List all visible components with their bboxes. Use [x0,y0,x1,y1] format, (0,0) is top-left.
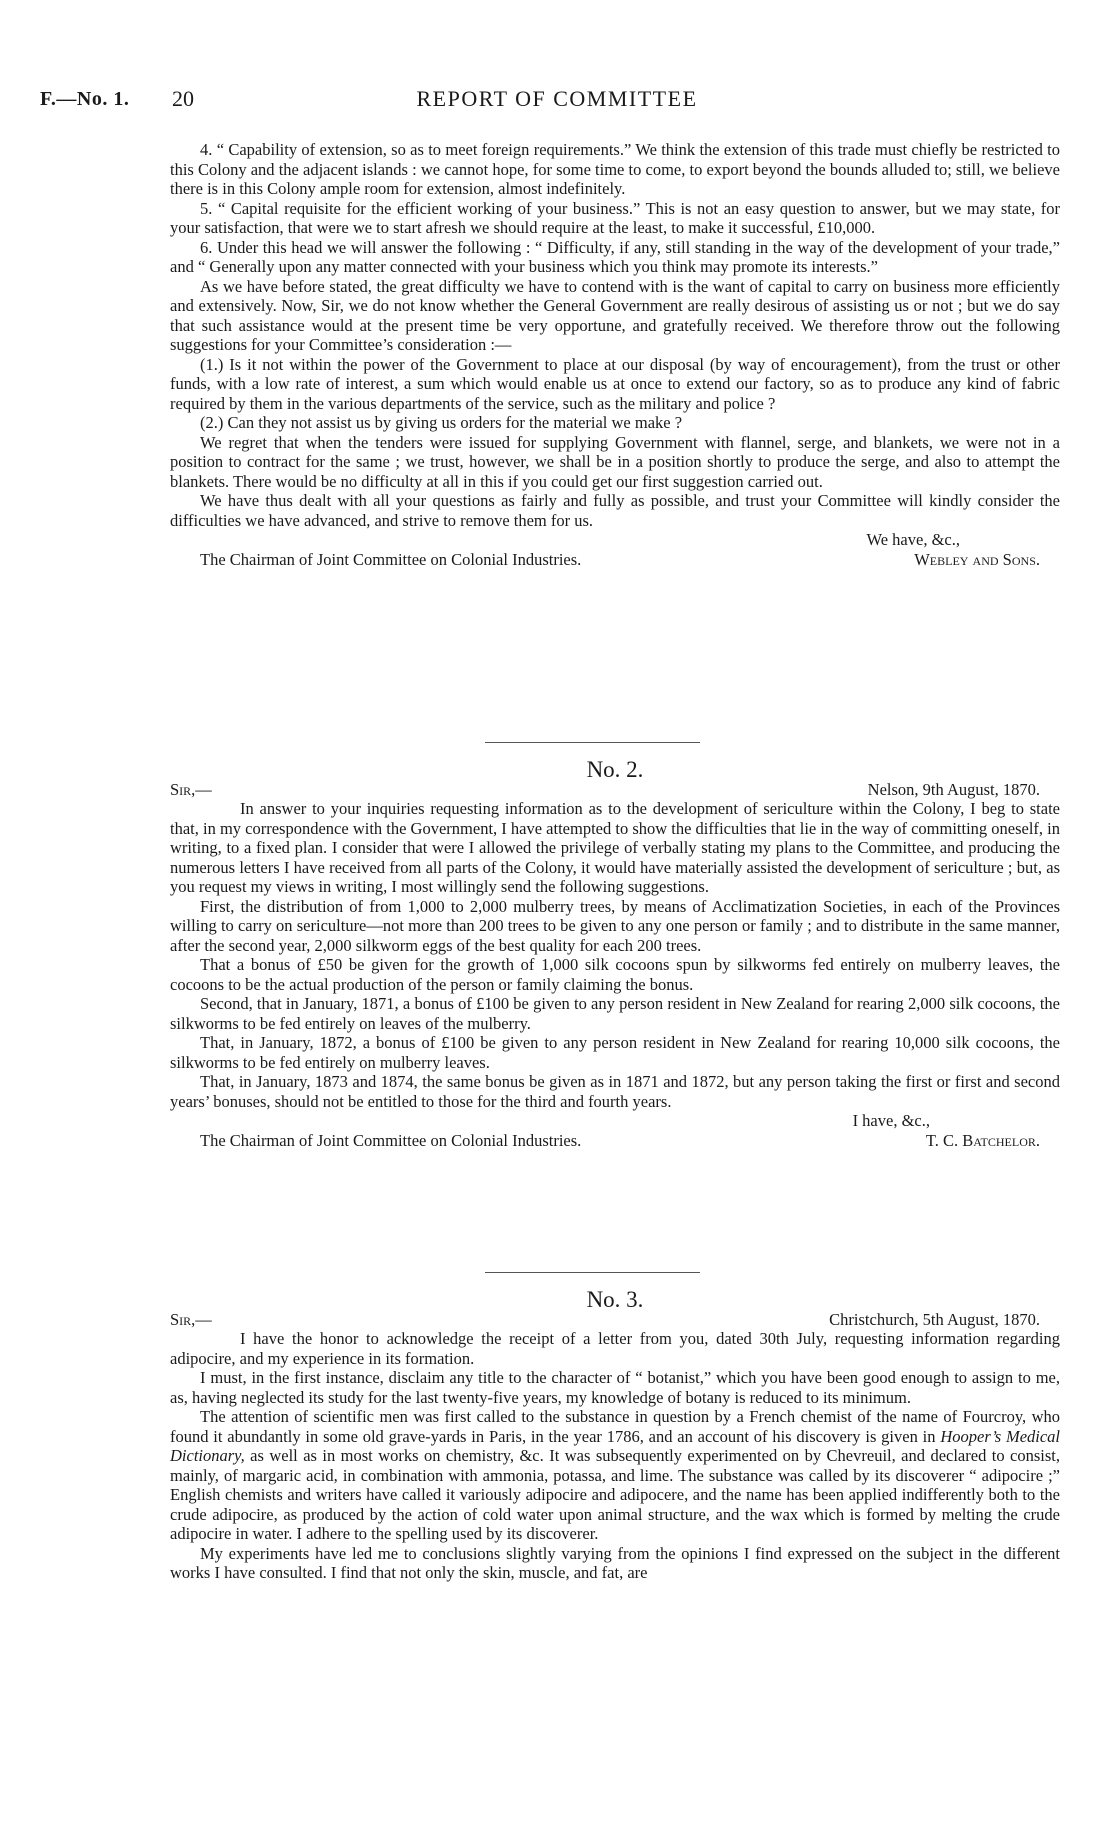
section-divider [485,1272,700,1273]
salutation-row [170,780,1060,800]
signature-row [170,1131,1060,1151]
place-date: Nelson, 9th August, 1870. [867,779,1040,799]
paragraph: Second, that in January, 1871, a bonus of £100 be given to any person resident in New Zealand for rearing 2,000 silk cocoons, the silkworms to be fed entirely on leaves of the mulberry. [170,994,1060,1033]
paragraph: (1.) Is it not within the power of the Government to place at our disposal (by way of encouragement), from the trust or other funds, with a low rate of interest, a sum which would enable us at once to extend our factory, so as to produce any kind of fabric required by them in the various departments of the service, such as the military and police ? [170,354,1060,413]
section-divider [485,742,700,743]
addressee: The Chairman of Joint Committee on Colonial Industries. [200,549,582,569]
paragraph: That, in January, 1873 and 1874, the same bonus be given as in 1871 and 1872, but any person taking the first or first and second years’ bonuses, should not be entitled to those for the third and fourth years. [170,1072,1060,1111]
salutation: Sir,— [170,779,212,799]
paragraph: We have thus dealt with all your questions as fairly and fully as possible, and trust your Committee will kindly consider the difficulties we have advanced, and strive to remove them for us. [170,491,1060,530]
paragraph: I must, in the first instance, disclaim any title to the character of “ botanist,” which you have been good enough to assign to me, as, having neglected its study for the last twenty-five years, my knowledge of botany is reduced to its minimum. [170,1368,1060,1407]
letter-no-2 [170,757,1061,1150]
place-date: Christchurch, 5th August, 1870. [829,1309,1040,1329]
letter-webley-continuation [170,140,1060,569]
text-run: as well as in most works on chemistry, &c. It was subsequently experimented on by Chevreuil, and declared to consist, mainly, of margaric acid, in combination with ammonia, potassa, and lime. The substance was called by its discoverer “ adipocire ;” English chemists and writers have called it variously adipocire and adipocere, and the name has been applied indifferently both to the crude adipocire, as produced by the action of cold water upon animal structure, and the wax which is formed by melting the crude adipocire in water. I adhere to the spelling used by its discoverer. [170,1446,1060,1543]
closing: We have, &c., [866,530,960,549]
letter-no-3 [170,1287,1061,1583]
paper-reference: F.—No. 1. [40,88,130,110]
salutation-row [170,1310,1060,1330]
addressee: The Chairman of Joint Committee on Colonial Industries. [200,1130,582,1150]
book-title: Hooper’s Medical Dictionary, [170,1426,1061,1465]
text-run: The attention of scientific men was first called to the substance in question by a French chemist of the name of Fourcroy, who found it abundantly in some old grave-yards in Paris, in the year 1786, and an account of his discovery is given in [170,1407,1060,1446]
paragraph: I have the honor to acknowledge the receipt of a letter from you, dated 30th July, requesting information regarding adipocire, and my experience in its formation. [170,1329,1060,1368]
signatory: T. C. Batchelor. [925,1130,1040,1150]
paragraph: (2.) Can they not assist us by giving us orders for the material we make ? [200,413,683,432]
closing: I have, &c., [852,1111,930,1130]
paragraph: As we have before stated, the great difficulty we have to contend with is the want of capital to carry on business more efficiently and extensively. Now, Sir, we do not know whether the General Government are really desirous of assisting us or not ; but we do say that such assistance would at the present time be very opportune, and gratefully received. We therefore throw out the following suggestions for your Committee’s consideration :— [170,276,1060,354]
letter-heading: No. 3. [586,1287,644,1312]
paragraph: 5. “ Capital requisite for the efficient working of your business.” This is not an easy question to answer, but we may state, for your satisfaction, that were we to start afresh we should require at the least, to make it successful, £10,000. [170,198,1060,237]
paragraph: 4. “ Capability of extension, so as to meet foreign requirements.” We think the extension of this trade must chiefly be restricted to this Colony and the adjacent islands : we cannot hope, for some time to come, to export beyond the bounds alluded to; still, we believe there is in this Colony ample room for extension, almost indefinitely. [170,140,1060,198]
salutation: Sir,— [170,1309,212,1329]
page-header [0,86,1114,116]
signature-row [170,550,1060,570]
paragraph: We regret that when the tenders were issued for supplying Government with flannel, serge, and blankets, we were not in a position to contract for the same ; we trust, however, we shall be in a position shortly to produce the serge, and also to attempt the blankets. There would be no difficulty at all in this if you could get our first suggestion carried out. [170,432,1060,491]
paragraph: That a bonus of £50 be given for the growth of 1,000 silk cocoons spun by silkworms fed entirely on mulberry leaves, the cocoons to be the actual production of the person or family claiming the bonus. [170,955,1060,994]
page-number: 20 [172,86,194,111]
paragraph: That, in January, 1872, a bonus of £100 be given to any person resident in New Zealand for rearing 10,000 silk cocoons, the silkworms to be fed entirely on mulberry leaves. [170,1033,1060,1072]
paragraph: First, the distribution of from 1,000 to 2,000 mulberry trees, by means of Acclimatization Societies, in each of the Provinces willing to carry on sericulture—not more than 200 trees to be given to any one person or family ; and to distribute in the same manner, after the second year, 2,000 silkworm eggs of the best quality for each 200 trees. [170,896,1060,955]
running-title: REPORT OF COMMITTEE [416,86,698,111]
letter-heading: No. 2. [586,757,644,782]
paragraph: 6. Under this head we will answer the following : “ Difficulty, if any, still standing in the way of the development of your trade,” and “ Generally upon any matter connected with your business which you think may promote its interests.” [170,237,1060,276]
paragraph [170,1407,1060,1544]
paragraph: In answer to your inquiries requesting information as to the development of sericulture within the Colony, I beg to state that, in my correspondence with the Government, I have attempted to show the difficulties that lie in the way of committing oneself, in writing, to a fixed plan. I consider that were I allowed the privilege of verbally stating my plans to the Committee, and producing the numerous letters I have received from all parts of the Colony, it would have materially assisted the development of sericulture ; but, as you request my views in writing, I most willingly send the following suggestions. [170,799,1061,896]
signatory: Webley and Sons. [914,549,1040,569]
paragraph: My experiments have led me to conclusions slightly varying from the opinions I find expressed on the subject in the different works I have consulted. I find that not only the skin, muscle, and fat, are [170,1543,1060,1582]
